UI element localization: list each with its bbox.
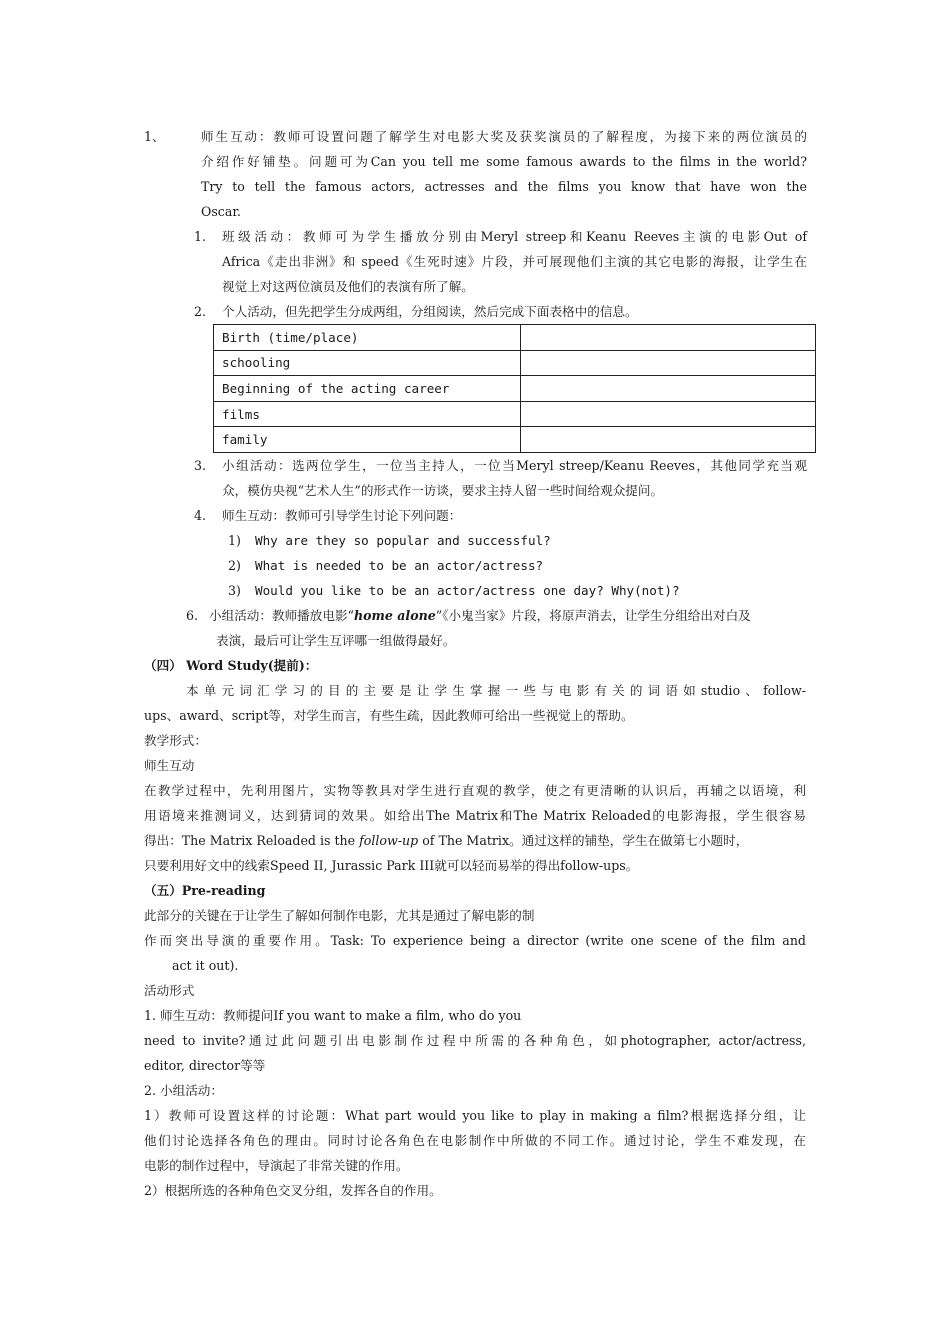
paragraph-line: Oscar.	[201, 204, 241, 219]
table-cell-label: Birth (time/place)	[214, 325, 521, 351]
paragraph-line: 作而突出导演的重要作用。Task: To experience being a director (write one scene of the film and	[144, 933, 806, 948]
item-number: 3.	[194, 458, 207, 473]
question-number: 2)	[228, 558, 241, 573]
paragraph-line: 1）教师可设置这样的讨论题：What part would you like to play in making a film?根据选择分组，让	[144, 1108, 806, 1123]
text-run: 得出：The Matrix Reloaded is the	[144, 833, 360, 848]
question-number: 3)	[228, 583, 241, 598]
item-number: 1、	[144, 129, 165, 144]
table-row	[214, 427, 816, 453]
paragraph-line: ups、award、script等，对学生而言，有些生疏，因此教师可给出一些视觉上的帮助。	[144, 708, 634, 723]
paragraph-line: 个人活动，但先把学生分成两组，分组阅读，然后完成下面表格中的信息。	[222, 304, 638, 319]
paragraph-line: 此部分的关键在于让学生了解如何制作电影，尤其是通过了解电影的制	[144, 908, 535, 923]
paragraph-line: 视觉上对这两位演员及他们的表演有所了解。	[222, 279, 474, 294]
paragraph-line: need to invite?通过此问题引出电影制作过程中所需的各种角色，如photographer, actor/actress,	[144, 1033, 806, 1048]
paragraph-line	[144, 828, 748, 853]
table-cell-label: Beginning of the acting career	[214, 376, 521, 402]
paragraph-line: 小组活动：选两位学生，一位当主持人，一位当Meryl streep/Keanu Reeves，其他同学充当观	[222, 458, 807, 473]
paragraph-line: 2. 小组活动：	[144, 1083, 223, 1098]
item-number: 1.	[194, 229, 207, 244]
section-heading: （五）Pre-reading	[144, 883, 266, 898]
item-number: 4.	[194, 508, 207, 523]
question-text: Why are they so popular and successful?	[255, 533, 551, 548]
form-value: 师生互动	[144, 758, 195, 773]
paragraph-line: act it out).	[172, 958, 239, 973]
paragraph-line: Africa《走出非洲》和 speed《生死时速》片段，并可展现他们主演的其它电影的海报，让学生在	[222, 254, 807, 269]
paragraph-line: Try to tell the famous actors, actresses and the films you know that have won the	[201, 179, 807, 194]
paragraph-line: 表演，最后可让学生互评哪一组做得最好。	[216, 633, 456, 648]
paragraph-line: 在教学过程中，先利用图片，实物等教具对学生进行直观的教学，使之有更清晰的认识后，再辅之以语境，利	[144, 783, 806, 798]
text-run: 小组活动：教师播放电影“	[209, 608, 354, 623]
table-row	[214, 350, 816, 376]
question-text: What is needed to be an actor/actress?	[255, 558, 544, 573]
film-title: home alone	[353, 608, 436, 623]
form-label: 活动形式	[144, 983, 195, 998]
paragraph-line: 只要利用好文中的线索Speed II, Jurassic Park III就可以轻而易举的得出follow-ups。	[144, 858, 639, 873]
paragraph-line: 2）根据所选的各种角色交叉分组，发挥各自的作用。	[144, 1183, 442, 1198]
paragraph-line: editor, director等等	[144, 1058, 266, 1073]
paragraph-line: 用语境来推测词义，达到猜词的效果。如给出The Matrix和The Matrix Reloaded的电影海报，学生很容易	[144, 808, 806, 823]
paragraph-line	[209, 603, 751, 628]
form-label: 教学形式：	[144, 733, 207, 748]
table-cell-blank	[521, 401, 816, 427]
table-row	[214, 325, 816, 351]
italic-term: follow-up	[359, 833, 419, 848]
table-cell-label: schooling	[214, 350, 521, 376]
table-row	[214, 401, 816, 427]
question-text: Would you like to be an actor/actress one day? Why(not)?	[255, 583, 680, 598]
table-cell-blank	[521, 350, 816, 376]
paragraph-line: 师生互动：教师可设置问题了解学生对电影大奖及获奖演员的了解程度，为接下来的两位演员的	[201, 129, 807, 144]
table-row	[214, 376, 816, 402]
item-number: 6.	[186, 608, 199, 623]
table-cell-label: family	[214, 427, 521, 453]
info-table	[213, 324, 816, 453]
table-cell-blank	[521, 325, 816, 351]
table-cell-blank	[521, 376, 816, 402]
paragraph-line: 他们讨论选择各角色的理由。同时讨论各角色在电影制作中所做的不同工作。通过讨论，学生不难发现，在	[144, 1133, 806, 1148]
table-cell-blank	[521, 427, 816, 453]
section-heading: （四） Word Study(提前)：	[144, 658, 318, 673]
text-run: of The Matrix。通过这样的铺垫，学生在做第七小题时，	[418, 833, 749, 848]
item-number: 2.	[194, 304, 207, 319]
paragraph-line: 班级活动：教师可为学生播放分别由Meryl streep和Keanu Reeves主演的电影Out of	[222, 229, 807, 244]
question-number: 1)	[228, 533, 241, 548]
table-cell-label: films	[214, 401, 521, 427]
text-run: ”《小鬼当家》片段，将原声消去，让学生分组给出对白及	[435, 608, 751, 623]
paragraph-line: 电影的制作过程中，导演起了非常关键的作用。	[144, 1158, 409, 1173]
paragraph-line: 师生互动：教师可引导学生讨论下列问题：	[222, 508, 462, 523]
paragraph-line: 众，模仿央视“艺术人生”的形式作一访谈，要求主持人留一些时间给观众提问。	[222, 483, 664, 498]
paragraph-line: 1. 师生互动：教师提问If you want to make a film, who do you	[144, 1008, 522, 1023]
paragraph-line: 介绍作好铺垫。问题可为Can you tell me some famous awards to the films in the world?	[201, 154, 807, 169]
paragraph-line: 本单元词汇学习的目的主要是让学生掌握一些与电影有关的词语如studio、follow-	[186, 683, 806, 698]
